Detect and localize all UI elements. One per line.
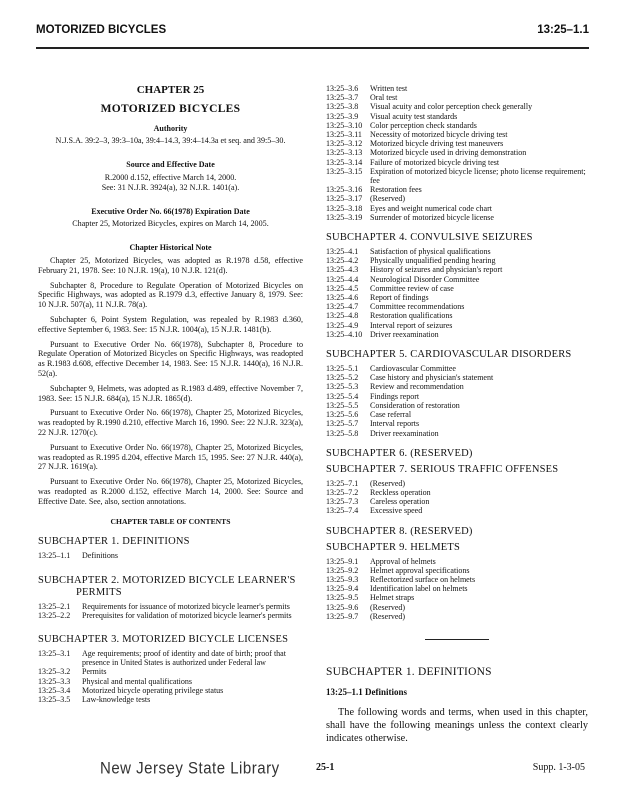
authority-text: N.J.S.A. 39:2–3, 39:3–10a, 39:4–14.3, 39:4–14.3a et seq. and 39:5–30. — [55, 136, 286, 146]
section-number: 13:25–3.12 — [326, 139, 363, 149]
section-number: 13:25–4.3 — [326, 265, 359, 275]
toc-row[interactable] — [326, 130, 588, 139]
toc-row[interactable] — [38, 551, 303, 560]
section-title: (Reserved) — [370, 194, 406, 204]
toc-row[interactable] — [326, 497, 588, 506]
toc-row[interactable] — [326, 84, 588, 93]
section-title: Consideration of restoration — [370, 400, 460, 410]
toc-row[interactable] — [38, 649, 303, 667]
running-header — [36, 24, 589, 42]
section-title: Requirements for issuance of motorized bicycle learner's permits — [82, 601, 290, 611]
subchapter-heading: SUBCHAPTER 7. SERIOUS TRAFFIC OFFENSES — [326, 463, 559, 475]
section-number: 13:25–3.2 — [38, 667, 71, 677]
section-number: 13:25–4.8 — [326, 311, 359, 321]
section-title: Report of findings — [370, 293, 429, 303]
section-number: 13:25–3.8 — [326, 102, 359, 112]
toc-row[interactable] — [38, 611, 303, 620]
section-title: Age requirements; proof of identity and date of birth; proof that presence in United States is authorized under Federal law — [82, 648, 286, 668]
section-number: 13:25–4.4 — [326, 274, 359, 284]
header-title: MOTORIZED BICYCLES — [36, 24, 167, 36]
section-title: Expiration of motorized bicycle license; photo license requirement; fee — [370, 166, 586, 186]
section-number: 13:25–5.2 — [326, 373, 359, 383]
body-subchapter-heading: SUBCHAPTER 1. DEFINITIONS — [326, 665, 492, 678]
toc-row[interactable] — [326, 275, 588, 284]
section-title: Eyes and weight numerical code chart — [370, 203, 492, 213]
subchapter-heading: SUBCHAPTER 4. CONVULSIVE SEIZURES — [326, 232, 533, 244]
toc-row[interactable] — [326, 256, 588, 265]
section-title: Motorized bicycle driving test maneuvers — [370, 139, 504, 149]
toc-row[interactable] — [38, 695, 303, 704]
section-number: 13:25–4.6 — [326, 293, 359, 303]
toc-list — [38, 649, 303, 704]
section-number: 13:25–5.3 — [326, 382, 359, 392]
toc-row[interactable] — [326, 112, 588, 121]
toc-row[interactable] — [38, 677, 303, 686]
section-number: 13:25–2.1 — [38, 601, 71, 611]
section-number: 13:25–3.16 — [326, 185, 363, 195]
library-watermark: New Jersey State Library — [100, 759, 280, 778]
section-title: Visual acuity test standards — [370, 111, 458, 121]
subchapter-heading: SUBCHAPTER 3. MOTORIZED BICYCLE LICENSES — [38, 633, 289, 645]
source-heading: Source and Effective Date — [126, 160, 215, 170]
section-number: 13:25–3.14 — [326, 157, 363, 167]
section-number: 13:25–5.6 — [326, 410, 359, 420]
toc-row[interactable] — [326, 401, 588, 410]
section-number: 13:25–3.10 — [326, 120, 363, 130]
toc-row[interactable] — [326, 488, 588, 497]
section-title: Physical and mental qualifications — [82, 676, 192, 686]
section-title: Approval of helmets — [370, 556, 436, 566]
toc-list — [326, 557, 588, 621]
section-title: (Reserved) — [370, 478, 406, 488]
toc-list — [38, 602, 303, 620]
section-title: Case history and physician's statement — [370, 373, 494, 383]
toc-row[interactable] — [326, 410, 588, 419]
section-number: 13:25–9.3 — [326, 574, 359, 584]
header-rule — [36, 47, 589, 49]
toc-row[interactable] — [326, 185, 588, 194]
section-number: 13:25–3.13 — [326, 148, 363, 158]
section-number: 13:25–3.1 — [38, 648, 71, 658]
toc-row[interactable] — [326, 302, 588, 311]
section-title: Written test — [370, 84, 408, 93]
toc-row[interactable] — [326, 265, 588, 274]
section-title: Excessive speed — [370, 506, 423, 516]
section-title: (Reserved) — [370, 611, 406, 621]
section-number: 13:25–5.1 — [326, 364, 359, 374]
section-number: 13:25–4.5 — [326, 283, 359, 293]
definitions-paragraph: The following words and terms, when used in this chapter, shall have the following meanings unless the context clearly indicates otherwise. — [326, 706, 588, 744]
supplement-date: Supp. 1-3-05 — [532, 762, 585, 773]
section-number: 13:25–3.11 — [326, 130, 362, 140]
section-number: 13:25–3.15 — [326, 166, 363, 176]
toc-row[interactable] — [326, 593, 588, 602]
section-number: 13:25–4.1 — [326, 247, 359, 257]
section-title: Driver reexamination — [370, 428, 439, 438]
subchapter-heading: SUBCHAPTER 9. HELMETS — [326, 541, 461, 553]
section-title: Law-knowledge tests — [82, 694, 151, 704]
section-title: Necessity of motorized bicycle driving test — [370, 130, 508, 140]
history-paragraph: Chapter 25, Motorized Bicycles, was adopted as R.1978 d.58, effective February 21, 1978. See: 10 N.J.R. 19(a), 10 N.J.R. 121(d). — [38, 255, 303, 275]
section-number: 13:25–3.7 — [326, 93, 359, 103]
toc-row[interactable] — [326, 603, 588, 612]
section-title: Visual acuity and color perception check generally — [370, 102, 533, 112]
section-title: Physically unqualified pending hearing — [370, 256, 496, 266]
toc-row[interactable] — [326, 167, 588, 185]
toc-row[interactable] — [326, 284, 588, 293]
toc-row[interactable] — [326, 148, 588, 157]
section-title: Failure of motorized bicycle driving test — [370, 157, 500, 167]
section-number: 13:25–7.3 — [326, 497, 359, 507]
toc-list — [38, 551, 303, 560]
section-number: 13:25–3.6 — [326, 84, 359, 93]
toc-heading: CHAPTER TABLE OF CONTENTS — [110, 516, 231, 526]
subchapter-heading-line: PERMITS — [76, 586, 122, 598]
right-column — [326, 84, 588, 745]
section-title: Oral test — [370, 93, 398, 103]
section-title: Prerequisites for validation of motorized bicycle learner's permits — [82, 610, 292, 620]
history-paragraph: Pursuant to Executive Order No. 66(1978), Chapter 25, Motorized Bicycles, was readopted as R.2000 d.152, effective March 14, 2000. See: Source and Effective Date. See, also, section annotations. — [38, 477, 303, 506]
section-number: 13:25–4.2 — [326, 256, 359, 266]
section-number: 13:25–5.8 — [326, 428, 359, 438]
history-paragraph: Subchapter 6, Point System Regulation, was repealed by R.1983 d.360, effective September 6, 1983. See: 15 N.J.R. 1004(a), 15 N.J.R. 1481(b). — [38, 314, 303, 334]
section-title: Cardiovascular Committee — [370, 364, 456, 374]
section-title: Helmet straps — [370, 593, 415, 603]
toc-row[interactable] — [326, 575, 588, 584]
section-title: Reflectorized surface on helmets — [370, 574, 476, 584]
section-number: 13:25–9.5 — [326, 593, 359, 603]
section-title: Committee review of case — [370, 283, 454, 293]
section-title: Identification label on helmets — [370, 584, 468, 594]
section-title: Driver reexamination — [370, 329, 439, 339]
toc-row[interactable] — [326, 419, 588, 428]
toc-row[interactable] — [326, 194, 588, 203]
section-number: 13:25–3.3 — [38, 676, 71, 686]
toc-row[interactable] — [326, 247, 588, 256]
toc-row[interactable] — [326, 584, 588, 593]
toc-row[interactable] — [326, 392, 588, 401]
section-title: Satisfaction of physical qualifications — [370, 247, 491, 257]
section-title: Careless operation — [370, 497, 430, 507]
section-title: Case referral — [370, 410, 412, 420]
toc-row[interactable] — [326, 566, 588, 575]
chapter-number: CHAPTER 25 — [136, 84, 205, 96]
toc-list — [326, 247, 588, 339]
section-number: 13:25–3.5 — [38, 694, 71, 704]
section-title: Interval reports — [370, 419, 420, 429]
history-heading: Chapter Historical Note — [129, 243, 212, 253]
subchapter-heading: SUBCHAPTER 5. CARDIOVASCULAR DISORDERS — [326, 349, 572, 361]
section-title: History of seizures and physician's report — [370, 265, 503, 275]
toc-row[interactable] — [38, 602, 303, 611]
section-title: Helmet approval specifications — [370, 565, 470, 575]
section-number: 13:25–4.9 — [326, 320, 359, 330]
toc-row[interactable] — [326, 293, 588, 302]
toc-row[interactable] — [326, 93, 588, 102]
section-number: 13:25–9.1 — [326, 556, 359, 566]
eo-text: Chapter 25, Motorized Bicycles, expires on March 14, 2005. — [72, 219, 269, 229]
section-title: (Reserved) — [370, 602, 406, 612]
chapter-title: MOTORIZED BICYCLES — [100, 102, 241, 115]
section-title: Restoration fees — [370, 185, 422, 195]
left-column — [38, 84, 303, 704]
history-paragraph: Pursuant to Executive Order No. 66(1978), Subchapter 8, Procedure to Regulate Operation of Motorized Bicycles on Specific Highways, was readopted as R.1983 d.608, effective December 14, 1983. See: 15 N.J.R. 1440(a), 16 N.J.R. 52(a). — [38, 339, 303, 378]
history-paragraph: Subchapter 8, Procedure to Regulate Operation of Motorized Bicycles on Specific Highways, was adopted as R.1979 d.3, effective January 8, 1979. See: 10 N.J.R. 507(a), 11 N.J.R. 78(a). — [38, 280, 303, 310]
section-number: 13:25–2.2 — [38, 610, 71, 620]
section-number: 13:25–3.19 — [326, 212, 363, 222]
section-title: Findings report — [370, 391, 420, 401]
section-title: Surrender of motorized bicycle license — [370, 212, 494, 222]
section-number: 13:25–9.2 — [326, 565, 359, 575]
source-line-2: See: 31 N.J.R. 3924(a), 32 N.J.R. 1401(a). — [101, 182, 240, 192]
section-number: 13:25–1.1 — [38, 551, 71, 561]
section-number: 13:25–3.9 — [326, 111, 359, 121]
definitions-heading: 13:25–1.1 Definitions — [326, 686, 407, 697]
toc-row[interactable] — [326, 429, 588, 438]
section-number: 13:25–9.6 — [326, 602, 359, 612]
toc-row[interactable] — [326, 612, 588, 621]
section-number: 13:25–7.1 — [326, 478, 359, 488]
toc-row[interactable] — [326, 557, 588, 566]
section-number: 13:25–9.7 — [326, 611, 359, 621]
history-paragraph: Pursuant to Executive Order No. 66(1978), Chapter 25, Motorized Bicycles, was readopted by R.1990 d.210, effective March 16, 1990. See: 22 N.J.R. 323(a), 22 N.J.R. 1270(c). — [38, 408, 303, 437]
source-line-1: R.2000 d.152, effective March 14, 2000. — [104, 172, 237, 182]
section-title: Restoration qualifications — [370, 311, 453, 321]
eo-heading: Executive Order No. 66(1978) Expiration Date — [91, 206, 250, 216]
section-title: Neurological Disorder Committee — [370, 274, 480, 284]
toc-row[interactable] — [38, 667, 303, 676]
section-title: Permits — [82, 667, 107, 677]
section-number: 13:25–3.18 — [326, 203, 363, 213]
section-title: Reckless operation — [370, 487, 431, 497]
history-paragraph: Pursuant to Executive Order No. 66(1978), Chapter 25, Motorized Bicycles, was readopted as R.1995 d.204, effective March 15, 1995. See: 27 N.J.R. 440(a), 27 N.J.R. 1619(a). — [38, 442, 303, 472]
section-divider — [425, 639, 489, 640]
toc-row[interactable] — [326, 321, 588, 330]
toc-row[interactable] — [326, 364, 588, 373]
toc-row[interactable] — [326, 373, 588, 382]
section-title: Committee recommendations — [370, 302, 465, 312]
toc-row[interactable] — [326, 479, 588, 488]
subchapter-heading-line: SUBCHAPTER 2. MOTORIZED BICYCLE LEARNER'S — [38, 574, 296, 586]
section-title: Motorized bicycle used in driving demonstration — [370, 148, 527, 158]
section-title: Interval report of seizures — [370, 320, 453, 330]
page-footer — [36, 760, 589, 784]
toc-row[interactable] — [326, 102, 588, 111]
subchapter-heading: SUBCHAPTER 8. (RESERVED) — [326, 525, 473, 537]
section-number: 13:25–4.7 — [326, 302, 359, 312]
page-number: 25-1 — [316, 762, 335, 773]
toc-row[interactable] — [326, 204, 588, 213]
toc-row[interactable] — [326, 121, 588, 130]
header-section: 13:25–1.1 — [537, 24, 589, 36]
history-paragraph: Subchapter 9, Helmets, was adopted as R.1983 d.489, effective November 7, 1983. See: 15 N.J.R. 684(a), 15 N.J.R. 1865(d). — [38, 383, 303, 403]
section-number: 13:25–3.17 — [326, 194, 363, 204]
subchapter-heading: SUBCHAPTER 6. (RESERVED) — [326, 447, 473, 459]
section-number: 13:25–9.4 — [326, 584, 359, 594]
toc-row[interactable] — [326, 139, 588, 148]
section-number: 13:25–5.5 — [326, 400, 359, 410]
toc-list — [326, 479, 588, 516]
section-title: Color perception check standards — [370, 120, 477, 130]
subchapter-heading — [38, 575, 303, 599]
section-number: 13:25–5.7 — [326, 419, 359, 429]
section-number: 13:25–7.4 — [326, 506, 359, 516]
toc-row[interactable] — [326, 311, 588, 320]
toc-row[interactable] — [326, 382, 588, 391]
toc-row[interactable] — [326, 330, 588, 339]
subchapter-heading: SUBCHAPTER 1. DEFINITIONS — [38, 536, 190, 548]
section-title: Definitions — [82, 551, 118, 561]
toc-row[interactable] — [326, 506, 588, 515]
section-number: 13:25–7.2 — [326, 487, 359, 497]
toc-list — [326, 364, 588, 438]
section-title: Motorized bicycle operating privilege status — [82, 685, 224, 695]
authority-heading: Authority — [153, 123, 188, 133]
section-title: Review and recommendation — [370, 382, 464, 392]
section-number: 13:25–5.4 — [326, 391, 359, 401]
section-number: 13:25–4.10 — [326, 329, 363, 339]
toc-row[interactable] — [326, 158, 588, 167]
toc-row[interactable] — [326, 213, 588, 222]
toc-list — [326, 84, 588, 222]
toc-row[interactable] — [38, 686, 303, 695]
section-number: 13:25–3.4 — [38, 685, 71, 695]
